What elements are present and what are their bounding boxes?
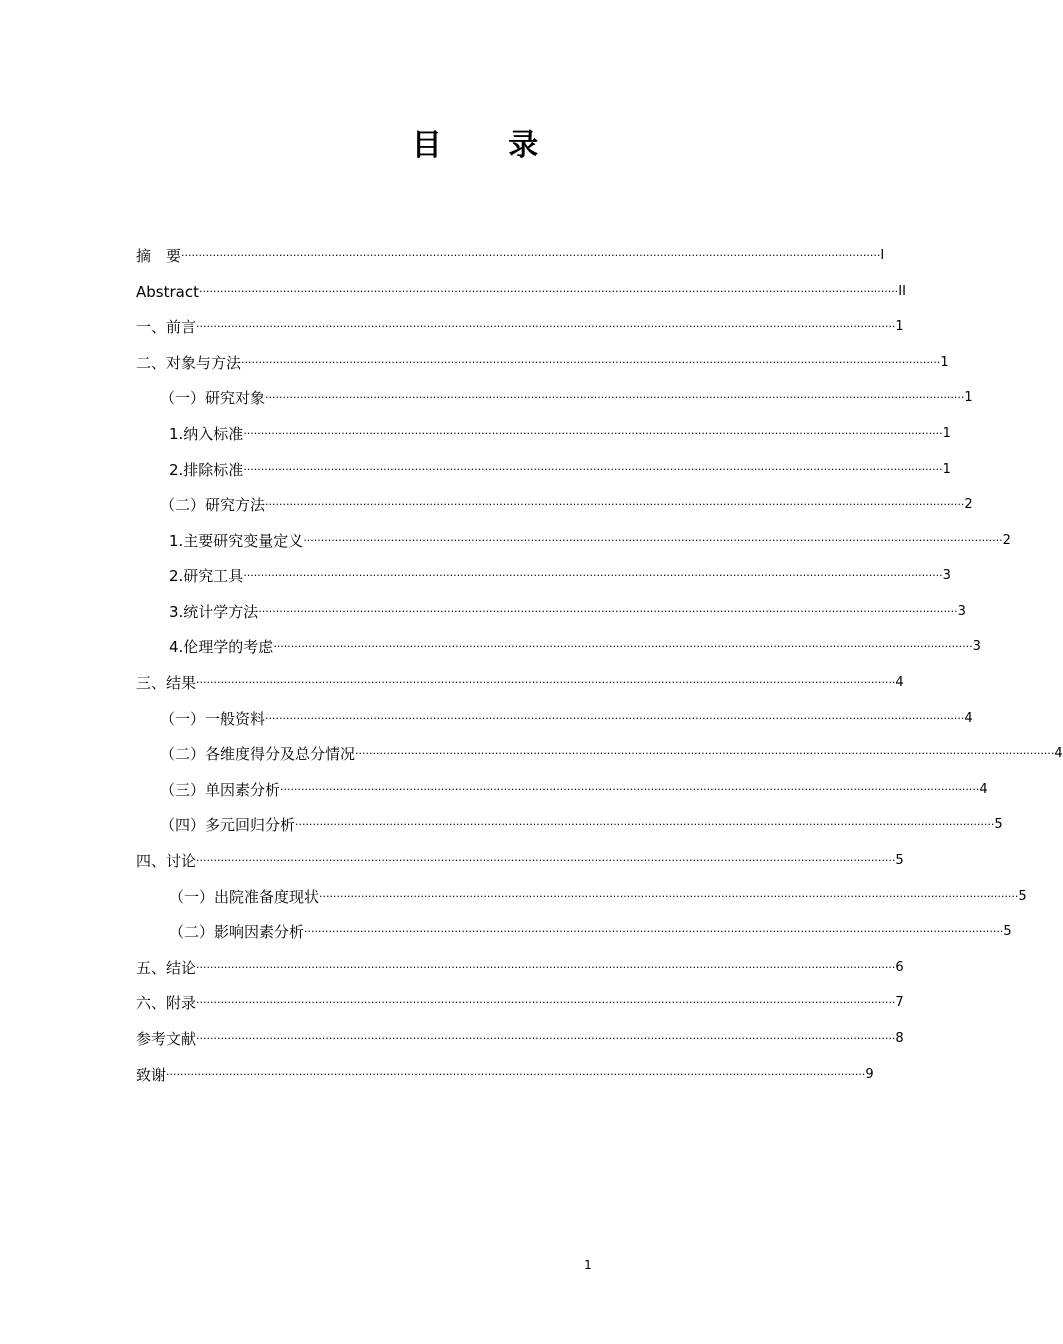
toc-entry-label: （二）各维度得分及总分情况	[160, 745, 356, 763]
toc-entry[interactable]	[136, 1061, 874, 1085]
toc-entry-page: 5	[1003, 924, 1012, 939]
toc-entry-label: （一）一般资料	[160, 710, 266, 728]
toc-entry-label: 致谢	[136, 1066, 167, 1084]
toc-entry-page: 9	[865, 1067, 874, 1082]
toc-entry-page: II	[898, 284, 906, 299]
toc-dot-leader: ········································································································································································································	[265, 498, 965, 511]
toc-entry[interactable]	[136, 242, 885, 266]
toc-entry-label: 二、对象与方法	[136, 354, 242, 372]
toc-entry-page: 8	[895, 1031, 904, 1046]
toc-dot-leader: ········································································································································································································	[303, 534, 1003, 547]
toc-dot-leader: ········································································································································································································	[243, 463, 943, 476]
toc-entry-label: 2.排除标准	[169, 461, 244, 479]
toc-entry-page: 4	[1054, 746, 1063, 761]
toc-dot-leader: ········································································································································································································	[304, 925, 1004, 938]
toc-entry[interactable]	[169, 420, 951, 444]
toc-dot-leader: ········································································································································································································	[166, 1068, 866, 1081]
toc-entry-page: 4	[979, 782, 988, 797]
toc-entry[interactable]	[136, 313, 904, 337]
toc-entry[interactable]	[169, 918, 1012, 942]
toc-dot-leader: ········································································································································································································	[196, 676, 896, 689]
toc-entry[interactable]	[160, 491, 973, 515]
toc-entry-label: 四、讨论	[136, 852, 197, 870]
toc-dot-leader: ········································································································································································································	[273, 640, 973, 653]
toc-entry[interactable]	[136, 847, 904, 871]
toc-entry-label: （四）多元回归分析	[160, 816, 296, 834]
toc-entry-label: 三、结果	[136, 674, 197, 692]
toc-entry-page: 6	[895, 960, 904, 975]
toc-dot-leader: ········································································································································································································	[243, 569, 943, 582]
toc-entry-label: （一）出院准备度现状	[169, 888, 320, 906]
toc-dot-leader: ········································································································································································································	[319, 890, 1019, 903]
toc-entry[interactable]	[169, 527, 1011, 551]
toc-entry[interactable]	[169, 562, 951, 586]
toc-dot-leader: ········································································································································································································	[181, 249, 881, 262]
toc-dot-leader: ········································································································································································································	[196, 320, 896, 333]
toc-entry-page: 1	[964, 390, 973, 405]
toc-entry-label: 五、结论	[136, 959, 197, 977]
toc-dot-leader: ········································································································································································································	[280, 783, 980, 796]
toc-entry-label: （二）影响因素分析	[169, 923, 305, 941]
toc-entry-label: 六、附录	[136, 994, 197, 1012]
toc-entry-page: 1	[895, 319, 904, 334]
toc-entry-page: 2	[1002, 533, 1011, 548]
footer-page-number: 1	[584, 1258, 592, 1272]
toc-entry[interactable]	[136, 954, 904, 978]
toc-title: 目 录	[411, 128, 567, 163]
toc-entry-label: （三）单因素分析	[160, 781, 281, 799]
toc-entry-page: 4	[964, 711, 973, 726]
toc-entry-label: （二）研究方法	[160, 496, 266, 514]
toc-entry-page: 4	[895, 675, 904, 690]
toc-entry-label: Abstract	[136, 283, 199, 301]
toc-entry[interactable]	[136, 1025, 904, 1049]
toc-entry[interactable]	[169, 456, 951, 480]
toc-entry-page: 1	[940, 355, 949, 370]
toc-entry-label: 1.纳入标准	[169, 425, 244, 443]
toc-entry-page: 2	[964, 497, 973, 512]
toc-entry[interactable]	[169, 633, 981, 657]
toc-entry-page: 5	[1018, 889, 1027, 904]
toc-entry-page: 3	[957, 604, 966, 619]
toc-entry[interactable]	[169, 598, 966, 622]
toc-entry-page: 7	[895, 995, 904, 1010]
toc-dot-leader: ········································································································································································································	[265, 712, 965, 725]
toc-entry-label: 4.伦理学的考虑	[169, 638, 274, 656]
toc-entry-page: 5	[895, 853, 904, 868]
toc-entry-page: 1	[942, 426, 951, 441]
toc-dot-leader: ········································································································································································································	[196, 996, 896, 1009]
toc-entry-page: I	[880, 248, 885, 263]
toc-entry[interactable]	[136, 278, 906, 302]
toc-entry-label: 2.研究工具	[169, 567, 244, 585]
toc-entry-label: 3.统计学方法	[169, 603, 259, 621]
toc-dot-leader: ········································································································································································································	[258, 605, 958, 618]
toc-dot-leader: ········································································································································································································	[241, 356, 941, 369]
toc-entry-page: 5	[994, 817, 1003, 832]
toc-entry-label: 参考文献	[136, 1030, 197, 1048]
toc-entry[interactable]	[136, 989, 904, 1013]
toc-dot-leader: ········································································································································································································	[243, 427, 943, 440]
toc-entry-label: 1.主要研究变量定义	[169, 532, 304, 550]
toc-dot-leader: ········································································································································································································	[198, 285, 899, 298]
toc-entry[interactable]	[160, 384, 973, 408]
toc-dot-leader: ········································································································································································································	[196, 854, 896, 867]
toc-dot-leader: ········································································································································································································	[196, 961, 896, 974]
toc-entry-page: 1	[942, 462, 951, 477]
toc-dot-leader: ········································································································································································································	[265, 391, 965, 404]
toc-dot-leader: ········································································································································································································	[196, 1032, 896, 1045]
toc-entry-page: 3	[972, 639, 981, 654]
toc-entry-label: （一）研究对象	[160, 389, 266, 407]
toc-dot-leader: ········································································································································································································	[355, 747, 1055, 760]
toc-entry[interactable]	[136, 669, 904, 693]
toc-entry-label: 一、前言	[136, 318, 197, 336]
toc-entry[interactable]	[160, 705, 973, 729]
toc-entry-page: 3	[942, 568, 951, 583]
toc-entry[interactable]	[160, 776, 988, 800]
toc-entry[interactable]	[160, 740, 1063, 764]
toc-entry[interactable]	[136, 349, 949, 373]
toc-entry[interactable]	[160, 811, 1003, 835]
toc-entry[interactable]	[169, 883, 1027, 907]
toc-entry-label: 摘 要	[136, 247, 182, 265]
toc-dot-leader: ········································································································································································································	[295, 818, 995, 831]
